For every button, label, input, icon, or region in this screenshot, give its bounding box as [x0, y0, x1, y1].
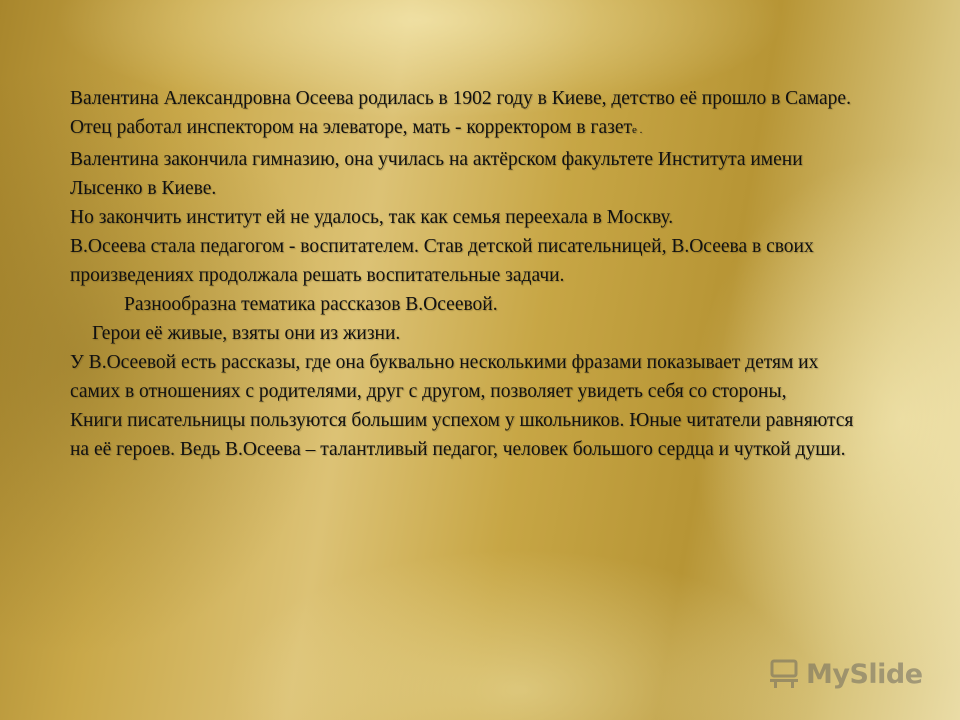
paragraph-move: Но закончить институт ей не удалось, так как семья переехала в Москву.: [70, 207, 674, 228]
paragraph-biography: [70, 84, 860, 145]
paragraph-career: В.Осеева стала педагогом - воспитателем. Став детской писательницей, В.Осеева в своих произведениях продолжала решать воспитательные задачи.: [70, 236, 814, 286]
paragraph-stories: У В.Осеевой есть рассказы, где она буквально несколькими фразами показывает детям их самих в отношениях с родителями, друг с другом, позволяет увидеть себя со стороны,: [70, 352, 819, 402]
paragraph-biography-tail: е .: [632, 124, 643, 136]
watermark: [768, 654, 923, 694]
paragraph-biography-text: Валентина Александровна Осеева родилась в 1902 году в Киеве, детство её прошло в Самаре. Отец работал инспектором на элеваторе, мать - корректором в газет: [70, 88, 851, 138]
paragraph-themes: Разнообразна тематика рассказов В.Осеевой.: [124, 294, 498, 315]
classroom-board-icon: [768, 659, 800, 689]
paragraph-heroes: Герои её живые, взяты они из жизни.: [92, 323, 401, 344]
watermark-text: MySlide: [806, 658, 923, 690]
slide-text-body: [70, 84, 860, 464]
paragraph-education: Валентина закончила гимназию, она училась на актёрском факультете Института имени Лысенко в Киеве.: [70, 149, 803, 199]
paragraph-books: Книги писательницы пользуются большим успехом у школьников. Юные читатели равняются на её героев. Ведь В.Осеева – талантливый педагог, человек большого сердца и чуткой души.: [70, 410, 854, 460]
